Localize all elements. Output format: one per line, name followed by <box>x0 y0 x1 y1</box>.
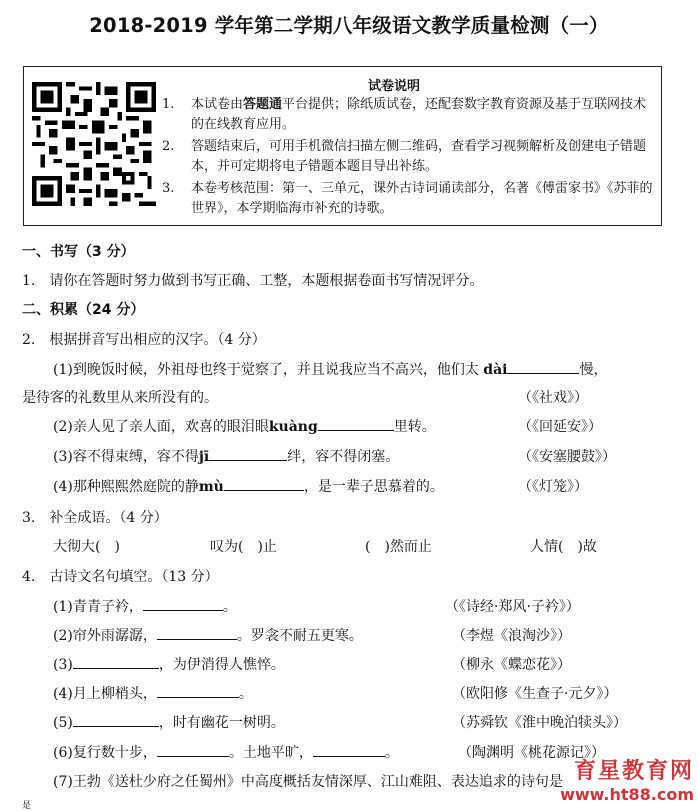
instruction-item <box>162 179 657 219</box>
answer-blank[interactable] <box>157 627 237 640</box>
answer-blank[interactable] <box>73 714 159 727</box>
q4-item-2 <box>53 625 363 645</box>
q4-text: ，为伊消得人憔悴。 <box>158 657 285 673</box>
pinyin: jī <box>198 449 210 465</box>
site-watermark <box>560 754 694 804</box>
q4-text: 。 <box>384 745 399 761</box>
source-label: （李煜《浪淘沙》） <box>452 628 571 644</box>
page-title: 2018-2019 学年第二学期八年级语文教学质量检测（一） <box>89 14 609 37</box>
idiom-blank[interactable]: ( )然而止 <box>365 539 432 555</box>
q4-text: (5) <box>53 715 73 731</box>
section-heading: 一、书写（3 分） <box>22 244 135 260</box>
q4-text: 。土地平旷， <box>228 745 313 761</box>
answer-blank[interactable] <box>224 478 304 491</box>
q4-item-1 <box>53 596 237 616</box>
q4-item-4 <box>53 683 253 703</box>
q2-item-2 <box>53 416 436 436</box>
q2-text: 绊，容不得闭塞。 <box>287 449 400 465</box>
source-label: （《安塞腰鼓》） <box>518 449 616 465</box>
source-label: （陶渊明《桃花源记》） <box>458 745 605 761</box>
source-label: （欧阳修《生查子·元夕》） <box>452 686 618 702</box>
instruction-number: 2. <box>162 139 175 154</box>
q4-text: ，时有幽花一树明。 <box>158 715 285 731</box>
q4-text: (4)月上柳梢头， <box>53 686 157 702</box>
instruction-text: 答题结束后，可用手机微信扫描左侧二维码，查看学习视频解析及创建电子错题本，并可定期将电子错题本题目导出补练。 <box>191 139 647 174</box>
platform-name: 答题通 <box>243 97 283 112</box>
source-label: （苏舜钦《淮中晚泊犊头》） <box>452 715 627 731</box>
question-2: 2. 根据拼音写出相应的汉字。（4 分） <box>22 332 266 348</box>
instructions-heading: 试卷说明 <box>367 79 420 94</box>
q4-text: 。 <box>222 599 237 615</box>
question-1: 1. 请你在答题时努力做到书写正确、工整，本题根据卷面书写情况评分。 <box>22 273 484 289</box>
answer-blank[interactable] <box>157 744 229 757</box>
instruction-item <box>162 95 657 135</box>
q4-item-6 <box>53 742 399 762</box>
answer-blank[interactable] <box>157 685 239 698</box>
q2-text: (2)亲人见了亲人面，欢喜的眼泪眼 <box>53 419 269 435</box>
source-label: （《诗经·郑风·子衿》） <box>445 599 580 615</box>
source-label: （《社戏》） <box>518 390 588 406</box>
q2-item-4 <box>53 476 444 496</box>
pinyin: dài <box>483 362 508 378</box>
instructions-list <box>162 95 657 221</box>
source-label: （《回延安》） <box>518 419 602 435</box>
instruction-item <box>162 137 657 177</box>
pinyin: mù <box>198 479 224 495</box>
q4-item-7: (7)王勃《送杜少府之任蜀州》中高度概括友情深厚、江山难阻、表达追求的诗句是 <box>53 774 563 790</box>
instructions-box <box>23 66 662 226</box>
source-label: （柳永《蝶恋花》） <box>452 657 571 673</box>
section-heading: 二、积累（24 分） <box>22 302 145 318</box>
q4-text: (2)帘外雨潺潺， <box>53 628 157 644</box>
instruction-text: 平台提供；除纸质试卷，还配套数字教育资源及基于互联网技术的在线教育应用。 <box>191 97 647 132</box>
answer-blank[interactable] <box>507 361 579 374</box>
q4-text: (1)青青子衿， <box>53 599 143 615</box>
q2-text: 里转。 <box>393 419 436 435</box>
q4-text: (3) <box>53 657 73 673</box>
watermark-url: www.ht88.com <box>560 785 694 804</box>
q2-text: ，是一辈子思慕着的。 <box>303 479 444 495</box>
q4-item-3 <box>53 654 285 674</box>
question-4: 4. 古诗文名句填空。（13 分） <box>22 569 219 585</box>
q2-text: 是待客的礼数里从来所没有的。 <box>22 390 218 406</box>
answer-blank[interactable] <box>313 744 385 757</box>
instruction-number: 1. <box>162 97 175 112</box>
q4-text: 。罗衾不耐五更寒。 <box>236 628 363 644</box>
watermark-title: 育星教育网 <box>573 759 694 784</box>
q2-item-3 <box>53 446 399 466</box>
answer-blank[interactable] <box>318 418 394 431</box>
instruction-text: 本试卷由 <box>191 97 244 112</box>
answer-blank[interactable] <box>143 598 223 611</box>
answer-blank[interactable] <box>73 656 159 669</box>
idiom-blank[interactable]: 大彻大( ) <box>53 539 120 555</box>
instruction-number: 3. <box>162 181 175 196</box>
idiom-blank[interactable]: 人情( )故 <box>530 539 597 555</box>
q2-text: (4)那种熙熙然庭院的静 <box>53 479 199 495</box>
question-3: 3. 补全成语。（4 分） <box>22 510 168 526</box>
q2-item-1 <box>53 359 607 379</box>
idiom-blank[interactable]: 叹为( )止 <box>210 539 277 555</box>
instruction-text: 本卷考核范围：第一、三单元，课外古诗词诵读部分，名著《傅雷家书》《苏菲的世界》，本学期临海市补充的诗歌。 <box>191 181 653 216</box>
qr-code-icon[interactable] <box>32 82 156 206</box>
q4-text: (6)复行数十步， <box>53 745 157 761</box>
q4-text-continued: 是 <box>22 801 32 811</box>
q4-text: 。 <box>238 686 253 702</box>
source-label: （《灯笼》） <box>518 479 588 495</box>
q2-text: (3)容不得束缚，容不得 <box>53 449 199 465</box>
q2-text: 慢， <box>579 362 608 378</box>
pinyin: kuàng <box>268 419 318 435</box>
q2-text: (1)到晚饭时候，外祖母也终于觉察了，并且说我应当不高兴，他们太 <box>53 362 479 378</box>
q4-item-5 <box>53 712 285 732</box>
answer-blank[interactable] <box>209 448 287 461</box>
